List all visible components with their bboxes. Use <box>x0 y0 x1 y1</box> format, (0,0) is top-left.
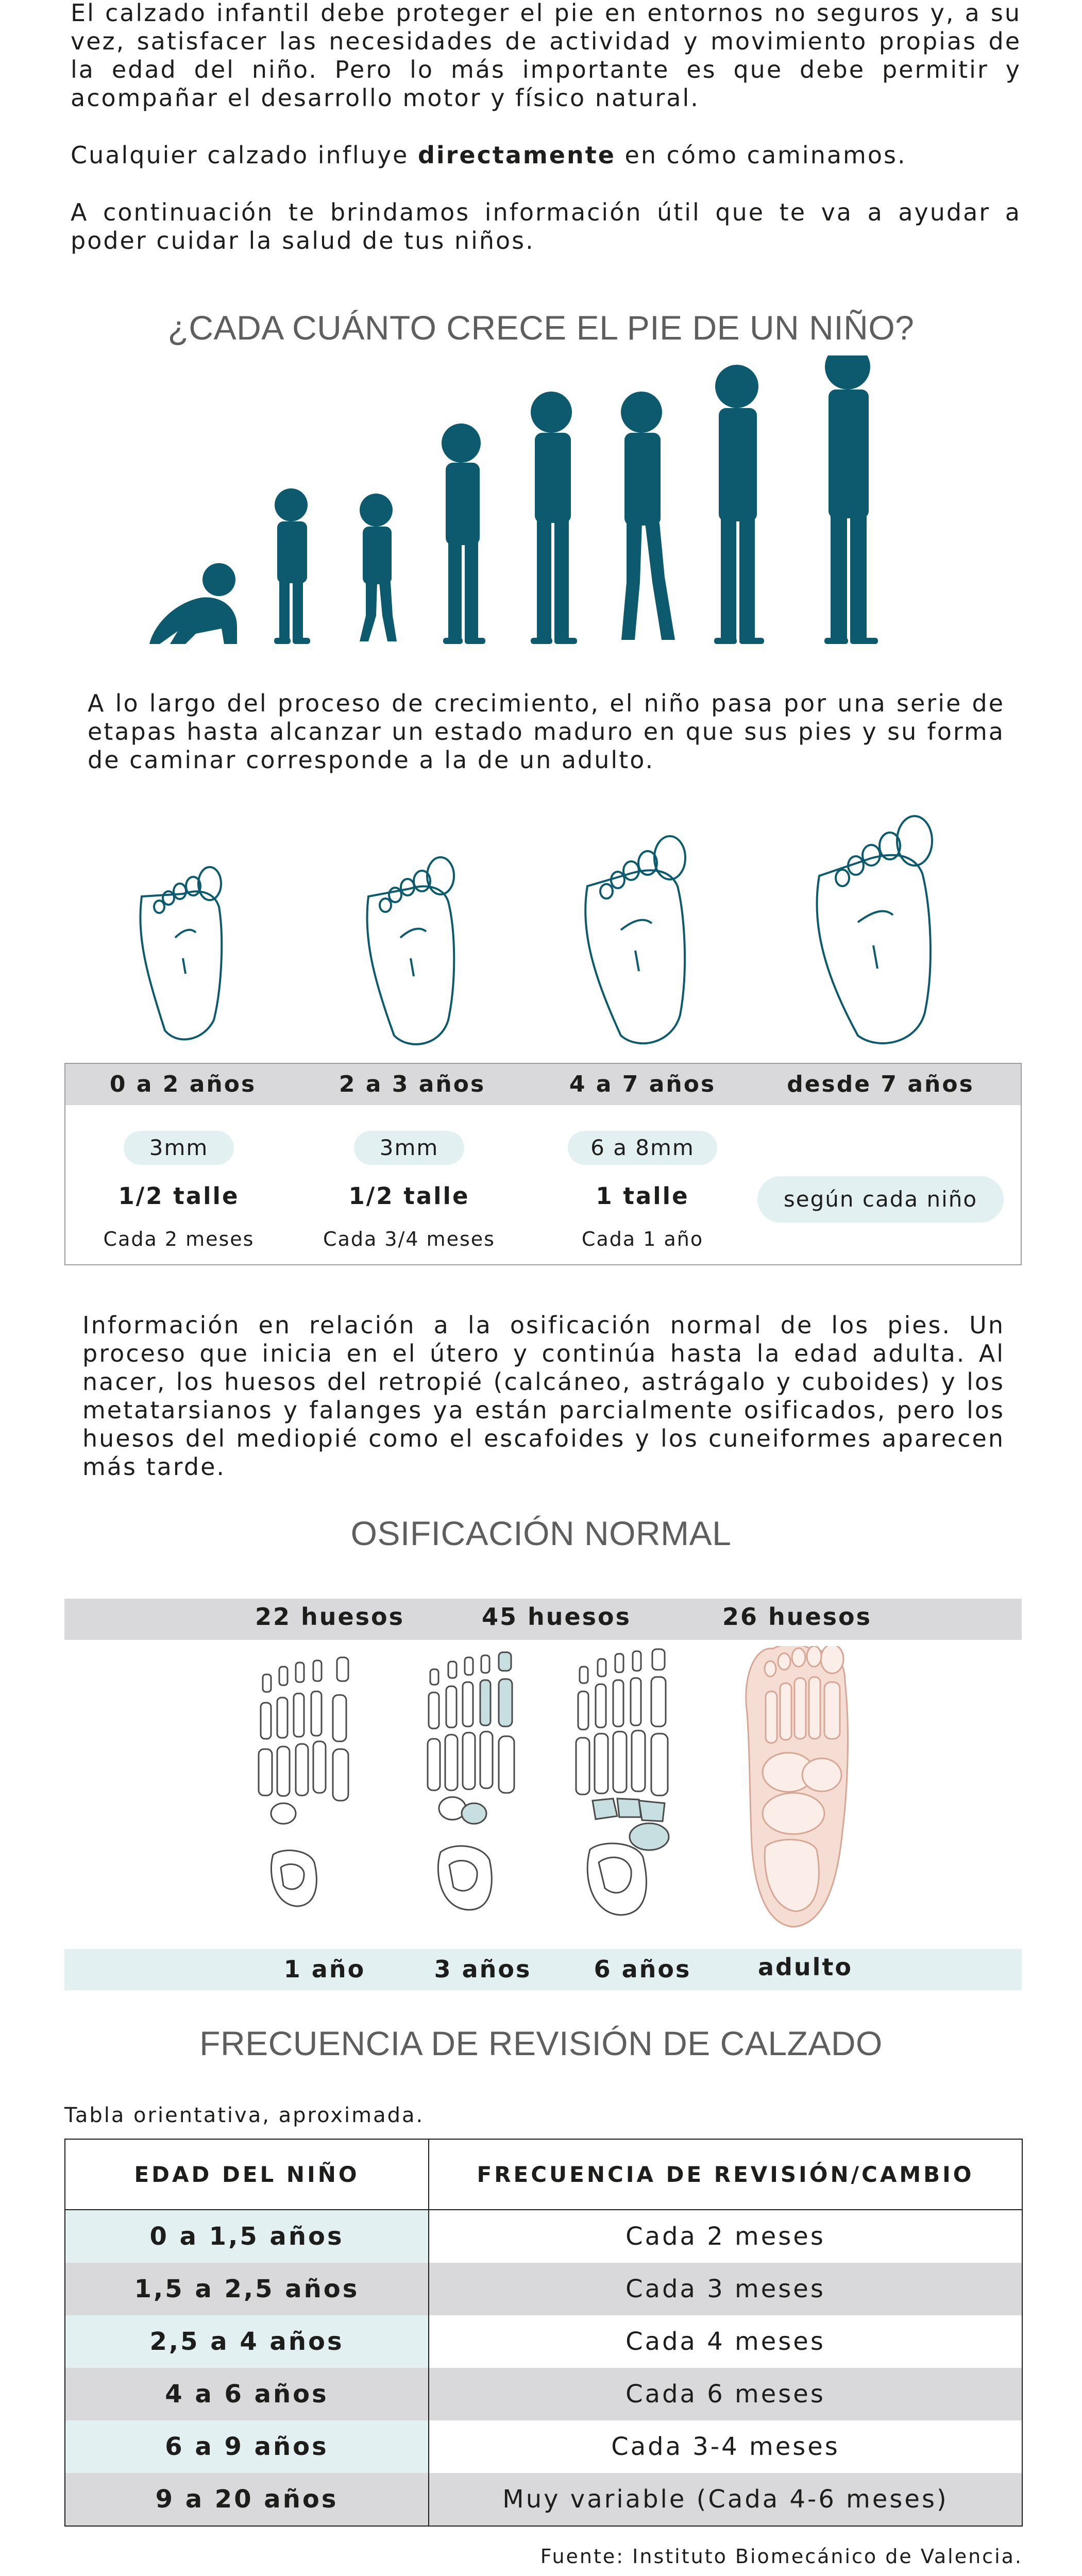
bones-count-2: 45 huesos <box>481 1603 632 1631</box>
stage-talle-1: 1/2 talle <box>118 1182 240 1210</box>
skeleton-3-years <box>428 1652 514 1910</box>
stage-note-4: según cada niño <box>757 1176 1004 1223</box>
growth-heading: ¿CADA CUÁNTO CRECE EL PIE DE UN NIÑO? <box>167 309 915 347</box>
row-frequency: Muy variable (Cada 4-6 meses) <box>429 2473 1022 2526</box>
stage-size-3: 6 a 8mm <box>568 1131 717 1165</box>
revision-table-note: Tabla orientativa, aproximada. <box>64 2104 425 2127</box>
child-figure-4 <box>531 392 577 644</box>
revision-table-header <box>65 2139 1022 2210</box>
table-row <box>65 2210 1022 2263</box>
stage-talle-2: 1/2 talle <box>348 1182 470 1210</box>
skeleton-adult <box>746 1646 848 1927</box>
child-figure-6 <box>714 365 764 644</box>
stage-freq-3: Cada 1 año <box>581 1228 704 1250</box>
foot-icon-stage-4 <box>817 816 932 1043</box>
ossification-ages-band <box>64 1949 1022 1990</box>
stage-age-2: 2 a 3 años <box>339 1071 486 1097</box>
growth-stages-header <box>65 1064 1021 1105</box>
toddler-figure-1 <box>274 488 310 644</box>
foot-skeleton-illustrations <box>242 1646 881 1935</box>
table-row <box>65 2368 1022 2420</box>
row-age: 2,5 a 4 años <box>65 2315 429 2368</box>
foot-growth-illustrations <box>64 804 1022 1046</box>
teen-figure-7 <box>824 355 878 644</box>
stage-size-1: 3mm <box>124 1131 234 1165</box>
table-row <box>65 2315 1022 2368</box>
stage-talle-3: 1 talle <box>596 1182 689 1210</box>
emphasis-directamente: directamente <box>417 141 616 169</box>
skeleton-1-year <box>259 1657 348 1906</box>
child-figure-3 <box>442 423 485 644</box>
row-frequency: Cada 2 meses <box>429 2210 1022 2263</box>
ossification-age-3: 6 años <box>594 1955 691 1983</box>
bones-count-band <box>64 1599 1022 1640</box>
intro-text <box>71 0 1021 284</box>
stage-freq-1: Cada 2 meses <box>103 1228 255 1250</box>
foot-icon-stage-2 <box>367 857 454 1044</box>
row-frequency: Cada 4 meses <box>429 2315 1022 2368</box>
revision-heading: FRECUENCIA DE REVISIÓN DE CALZADO <box>199 2024 883 2062</box>
foot-icon-stage-3 <box>585 836 685 1043</box>
skeleton-6-years <box>576 1649 669 1915</box>
revision-table <box>64 2139 1023 2527</box>
column-header-frequency: FRECUENCIA DE REVISIÓN/CAMBIO <box>429 2139 1022 2210</box>
baby-crawling-figure <box>149 563 237 644</box>
ossification-age-2: 3 años <box>434 1955 532 1983</box>
ossification-age-1: 1 año <box>283 1955 366 1983</box>
row-frequency: Cada 3-4 meses <box>429 2420 1022 2473</box>
row-age: 4 a 6 años <box>65 2368 429 2420</box>
growth-stages-table <box>64 1063 1022 1265</box>
bones-count-1: 22 huesos <box>255 1603 405 1631</box>
column-header-age: EDAD DEL NIÑO <box>65 2139 429 2210</box>
toddler-figure-2 <box>360 494 397 641</box>
child-figure-5 <box>621 392 675 640</box>
row-age: 6 a 9 años <box>65 2420 429 2473</box>
ossification-age-4: adulto <box>757 1953 853 1981</box>
table-row <box>65 2263 1022 2315</box>
row-age: 1,5 a 2,5 años <box>65 2263 429 2315</box>
bones-count-3: 26 huesos <box>722 1603 872 1631</box>
stage-age-3: 4 a 7 años <box>569 1071 716 1097</box>
intro-paragraph-1: El calzado infantil debe proteger el pie en entornos no seguros y, a su vez, satisfacer las necesidades de actividad y movimiento propias de la edad del niño. Pero lo más importante es que debe permitir y acompañar el desarrollo motor y físico natural. <box>71 0 1021 112</box>
child-growth-silhouettes <box>139 355 943 654</box>
table-row <box>65 2473 1022 2526</box>
stage-size-2: 3mm <box>354 1131 464 1165</box>
stage-age-1: 0 a 2 años <box>109 1071 257 1097</box>
source-credit: Fuente: Instituto Biomecánico de Valencia. <box>540 2545 1023 2568</box>
stage-freq-2: Cada 3/4 meses <box>323 1228 495 1250</box>
intro-paragraph-3: A continuación te brindamos información útil que te va a ayudar a poder cuidar la salud de tus niños. <box>71 198 1021 255</box>
row-age: 9 a 20 años <box>65 2473 429 2526</box>
table-row <box>65 2420 1022 2473</box>
foot-icon-stage-1 <box>140 867 222 1039</box>
row-frequency: Cada 6 meses <box>429 2368 1022 2420</box>
stage-age-4: desde 7 años <box>787 1071 974 1097</box>
intro-paragraph-2: Cualquier calzado influye directamente en cómo caminamos. <box>71 141 907 169</box>
growth-paragraph: A lo largo del proceso de crecimiento, el niño pasa por una serie de etapas hasta alcanzar un estado maduro en que sus pies y su forma de caminar corresponde a la de un adulto. <box>88 689 1005 774</box>
ossification-paragraph: Información en relación a la osificación normal de los pies. Un proceso que inicia en el útero y continúa hasta la edad adulta. Al nacer, los huesos del retropié (calcáneo, astrágalo y cuboides) y los metatarsianos y falanges ya están parcialmente osificados, pero los huesos del mediopié como el escafoides y los cuneiformes aparecen más tarde. <box>82 1311 1005 1481</box>
row-age: 0 a 1,5 años <box>65 2210 429 2263</box>
row-frequency: Cada 3 meses <box>429 2263 1022 2315</box>
ossification-heading: OSIFICACIÓN NORMAL <box>350 1514 732 1552</box>
